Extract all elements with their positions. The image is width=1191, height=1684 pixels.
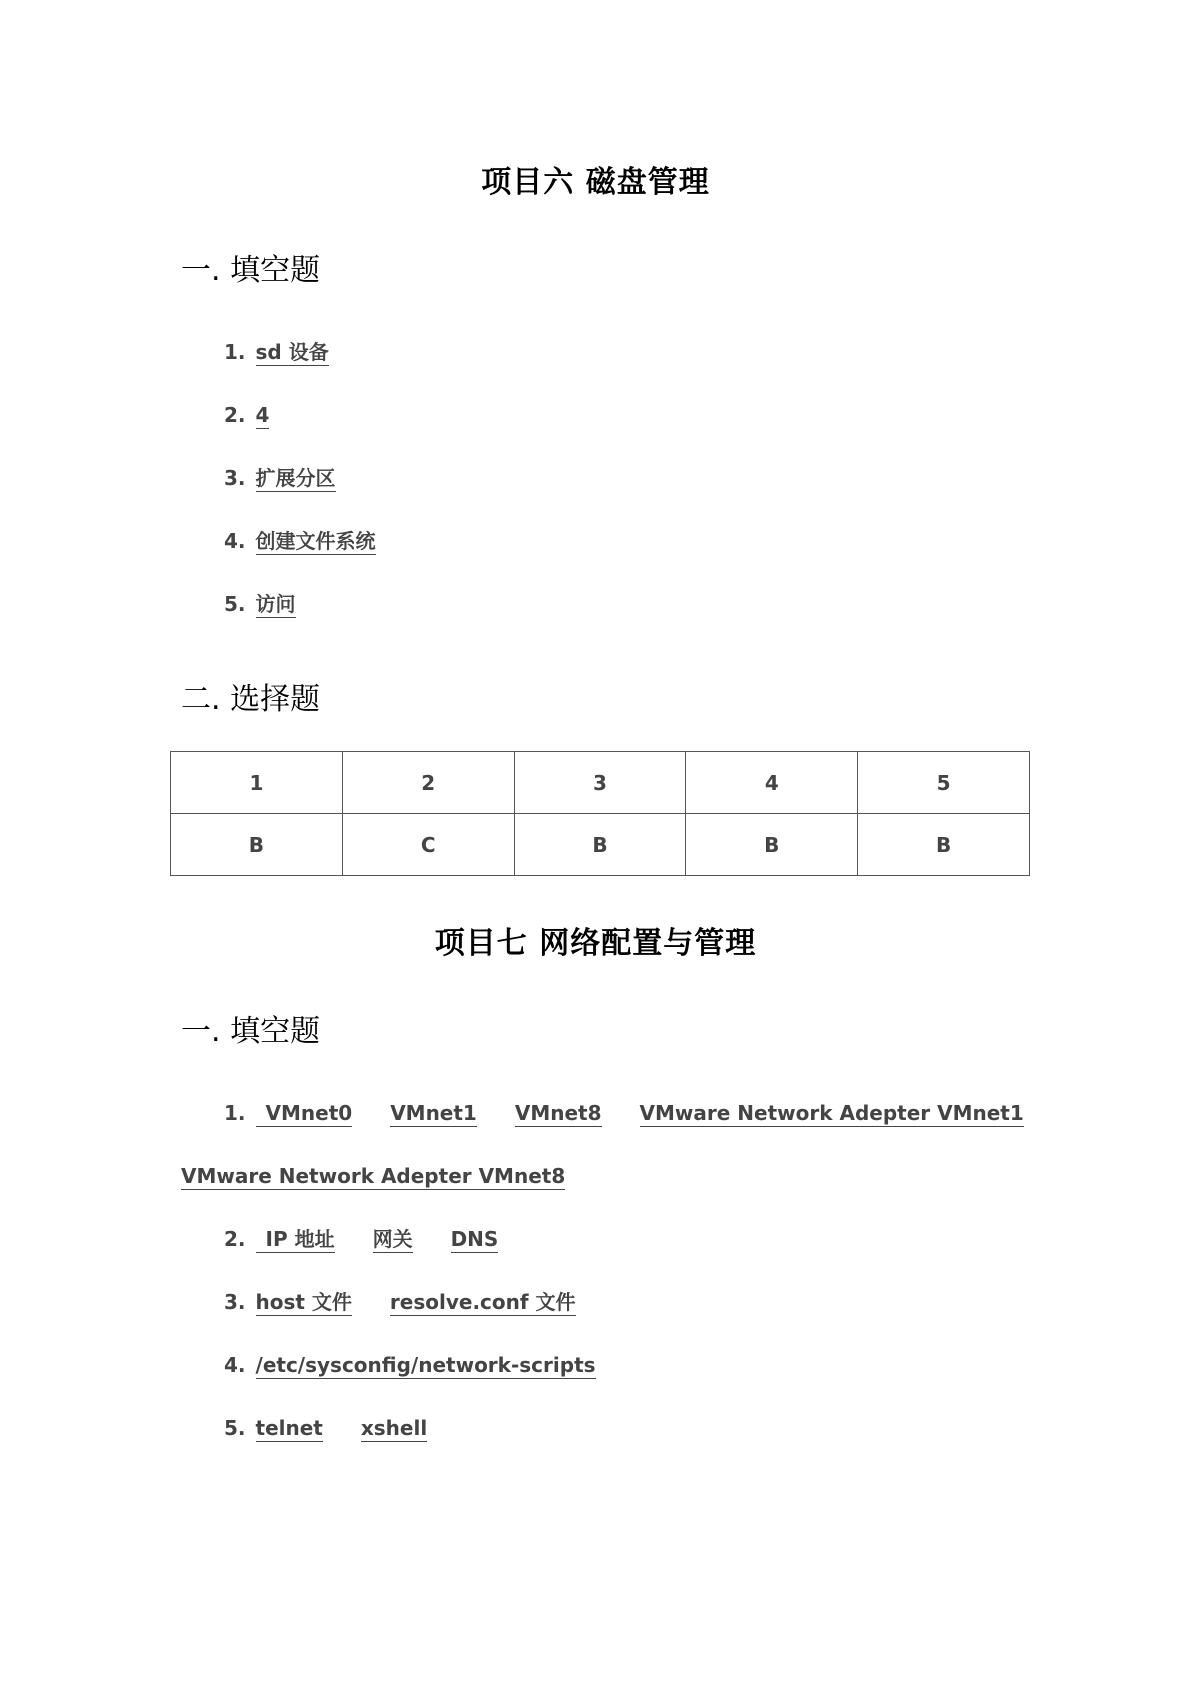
answer-blank: resolve.conf 文件 bbox=[389, 1290, 576, 1314]
answer-blank: 扩展分区 bbox=[255, 466, 336, 490]
project7-fill-item-1 bbox=[224, 1101, 1024, 1127]
answer-blank: VMware Network Adepter VMnet8 bbox=[181, 1164, 566, 1188]
answer-blank: VMnet0 bbox=[256, 1101, 353, 1127]
item-number: 5. bbox=[224, 1416, 246, 1440]
table-cell: B bbox=[171, 814, 343, 876]
project7-fill-item-1-continuation bbox=[181, 1164, 565, 1190]
table-cell: 4 bbox=[686, 752, 858, 814]
project6-title: 项目六 磁盘管理 bbox=[481, 165, 710, 200]
table-header-row bbox=[171, 752, 1030, 814]
project6-fill-item-5 bbox=[224, 592, 296, 618]
table-cell: B bbox=[514, 814, 686, 876]
answer-blank: 访问 bbox=[255, 592, 296, 616]
answer-blank: VMnet8 bbox=[514, 1101, 602, 1125]
table-cell: 2 bbox=[342, 752, 514, 814]
answer-blank: 4 bbox=[255, 403, 270, 427]
answer-blank: IP 地址 bbox=[256, 1227, 335, 1253]
answer-blank: VMnet1 bbox=[390, 1101, 477, 1125]
project7-title: 项目七 网络配置与管理 bbox=[434, 926, 757, 961]
answer-blank: sd 设备 bbox=[255, 340, 329, 364]
table-cell: B bbox=[686, 814, 858, 876]
project6-fill-item-4 bbox=[224, 529, 376, 555]
answer-blank: telnet bbox=[255, 1416, 323, 1440]
item-number: 2. bbox=[224, 403, 246, 427]
item-number: 3. bbox=[224, 1290, 246, 1314]
item-number: 1. bbox=[224, 340, 246, 364]
project7-fill-heading: 一. 填空题 bbox=[181, 1014, 321, 1049]
answer-blank: 创建文件系统 bbox=[255, 529, 376, 553]
table-row bbox=[171, 814, 1030, 876]
answer-blank: /etc/sysconfig/network-scripts bbox=[255, 1353, 596, 1377]
table-cell: 3 bbox=[514, 752, 686, 814]
answer-blank: VMware Network Adepter VMnet1 bbox=[639, 1101, 1024, 1125]
table-cell: B bbox=[858, 814, 1030, 876]
project7-fill-item-2 bbox=[224, 1227, 498, 1253]
project6-fill-heading: 一. 填空题 bbox=[181, 253, 321, 288]
project6-fill-item-2 bbox=[224, 403, 269, 429]
item-number: 5. bbox=[224, 592, 246, 616]
item-number: 2. bbox=[224, 1227, 246, 1251]
item-number: 4. bbox=[224, 1353, 246, 1377]
project6-choice-heading: 二. 选择题 bbox=[181, 682, 321, 717]
answer-blank: host 文件 bbox=[255, 1290, 352, 1314]
project7-fill-item-5 bbox=[224, 1416, 427, 1442]
item-number: 4. bbox=[224, 529, 246, 553]
table-cell: C bbox=[342, 814, 514, 876]
project7-fill-item-4 bbox=[224, 1353, 596, 1379]
table-cell: 5 bbox=[858, 752, 1030, 814]
answer-blank: DNS bbox=[450, 1227, 499, 1251]
answer-blank: xshell bbox=[360, 1416, 428, 1440]
project6-fill-item-1 bbox=[224, 340, 329, 366]
choice-answer-table bbox=[170, 751, 1030, 876]
project6-fill-item-3 bbox=[224, 466, 336, 492]
project7-fill-item-3 bbox=[224, 1290, 576, 1316]
item-number: 1. bbox=[224, 1101, 246, 1125]
table-cell: 1 bbox=[171, 752, 343, 814]
answer-blank: 网关 bbox=[372, 1227, 413, 1251]
item-number: 3. bbox=[224, 466, 246, 490]
